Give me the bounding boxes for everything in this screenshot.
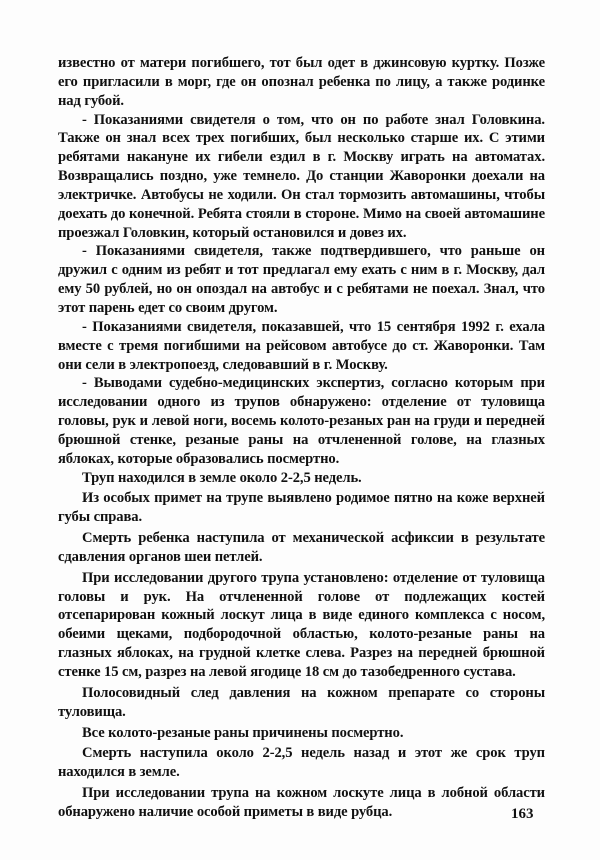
- paragraph-postmortem-wounds: Все колото-резаные раны причинены посмертно.: [82, 724, 404, 741]
- paragraph-cause-of-death: Смерть ребенка наступила от механической асфиксии в результате сдавления органов шеи петлей.: [58, 530, 545, 565]
- paragraph-continuation: известно от матери погибшего, тот был одет в джинсовую куртку. Позже его пригласили в морг, где он опознал ребенка по лицу, а также родинке над губой.: [58, 55, 545, 109]
- paragraph-testimony-golovkin: - Показаниями свидетеля о том, что он по работе знал Головкина. Также он знал всех трех погибших, был несколько старше их. С этими ребятами накануне их гибели ездил в г. Москву играть на автоматах. Возвращались поздно, уже темнело. До станции Жаворонки доехали на электричке. Автобусы не ходили. Он стал тормозить автомашины, чтобы доехать до конечной. Ребята стояли в стороне. Мимо на своей автомашине проезжал Головкин, который остановился и довез их.: [58, 111, 545, 241]
- paragraph-expert-findings: - Выводами судебно-медицинских экспертиз, согласно которым при исследовании одного из трупов обнаружено: отделение от туловища головы, рук и левой ноги, восемь колото-резаных ран на груди и передней брюшной стенке, резаные раны на отчлененной голове, на глазных яблоках, которые образовались посмертно.: [58, 375, 545, 467]
- paragraph-birthmark: Из особых примет на трупе выявлено родимое пятно на коже верхней губы справа.: [58, 490, 545, 526]
- paragraph-scar: При исследовании трупа на кожном лоскуте лица в лобной области обнаружено наличие особой приметы в виде рубца.: [58, 785, 545, 820]
- body-text: [58, 54, 545, 822]
- paragraph-second-body: При исследовании другого трупа установлено: отделение от туловища головы и рук. На отчлененной голове от подлежащих костей отсепарирован кожный лоскут лица в виде единого комплекса с носом, обеими щеками, подбородочной областью, колото-резаные раны на глазных яблоках, на грудной клетке слева. Разрез на передней брюшной стенке 15 см, разрез на левой ягодице 18 см до тазобедренного сустава.: [58, 569, 545, 680]
- paragraph-death-time: Смерть наступила около 2-2,5 недель назад и этот же срок труп находился в земле.: [58, 745, 545, 781]
- page-number: 163: [511, 806, 534, 822]
- paragraph-pressure-mark: Полосовидный след давления на кожном препарате со стороны туловища.: [58, 684, 545, 720]
- paragraph-testimony-friend: - Показаниями свидетеля, также подтвердившего, что раньше он дружил с одним из ребят и тот предлагал ему ехать с ним в г. Москву, дал ему 50 рублей, но он опоздал на автобус и с ребятами не поехал. Знал, что этот парень едет со своим другом.: [58, 243, 545, 316]
- paragraph-burial-time: Труп находился в земле около 2-2,5 недель.: [82, 469, 362, 486]
- paragraph-testimony-bus: - Показаниями свидетеля, показавшей, что 15 сентября 1992 г. ехала вместе с тремя погибшими на рейсовом автобусе до ст. Жаворонки. Там они сели в электропоезд, следовавший в г. Москву.: [58, 318, 545, 373]
